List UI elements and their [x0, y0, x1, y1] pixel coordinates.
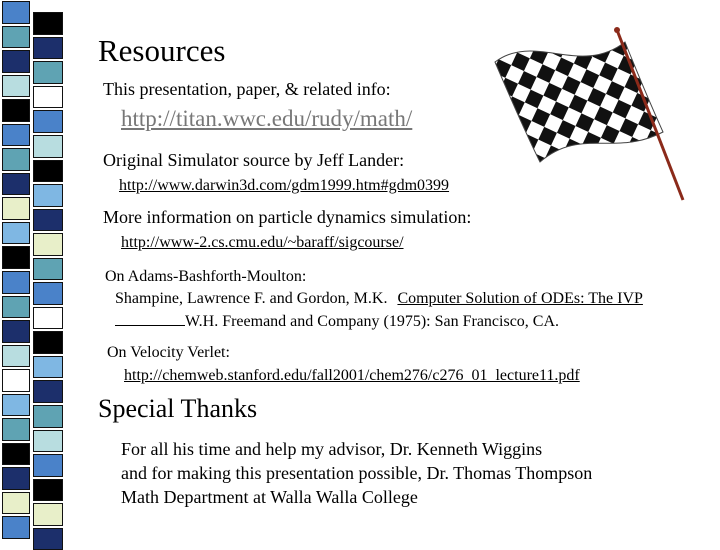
- strip-block: [33, 160, 63, 183]
- strip-block: [2, 26, 30, 49]
- strip-block: [2, 99, 30, 122]
- strip-block: [2, 492, 30, 515]
- presentation-label: This presentation, paper, & related info:: [103, 79, 391, 99]
- simulator-link[interactable]: http://www.darwin3d.com/gdm1999.htm#gdm0399: [119, 177, 450, 194]
- abm-citation-title: Computer Solution of ODEs: The IVP: [397, 290, 643, 307]
- strip-block: [33, 110, 63, 133]
- particle-link[interactable]: http://www-2.cs.cmu.edu/~baraff/sigcourse/: [121, 234, 404, 251]
- strip-block: [33, 135, 63, 158]
- strip-block: [33, 37, 63, 60]
- strip-block: [2, 394, 30, 417]
- strip-block: [33, 405, 63, 428]
- strip-block: [2, 345, 30, 368]
- abm-publisher-line: [115, 313, 559, 331]
- strip-block: [33, 479, 63, 502]
- strip-block: [2, 50, 30, 73]
- strip-block: [2, 320, 30, 343]
- strip-block: [2, 124, 30, 147]
- strip-block: [2, 1, 30, 24]
- strip-block: [33, 380, 63, 403]
- strip-block: [2, 148, 30, 171]
- strip-block: [2, 271, 30, 294]
- strip-block: [33, 12, 63, 35]
- abm-citation-publisher: W.H. Freemand and Company (1975): San Francisco, CA.: [185, 313, 560, 330]
- simulator-label: Original Simulator source by Jeff Lander:: [103, 150, 405, 170]
- thanks-line-3: Math Department at Walla Walla College: [121, 487, 418, 507]
- strip-block: [2, 467, 30, 490]
- strip-block: [33, 356, 63, 379]
- strip-block: [33, 503, 63, 526]
- strip-block: [33, 233, 63, 256]
- strip-block: [33, 209, 63, 232]
- strip-block: [33, 331, 63, 354]
- abm-blank-line: [115, 313, 185, 326]
- thanks-line-1: For all his time and help my advisor, Dr. Kenneth Wiggins: [121, 439, 543, 459]
- strip-block: [33, 454, 63, 477]
- strip-block: [2, 197, 30, 220]
- strip-block: [2, 173, 30, 196]
- resources-heading: Resources: [98, 33, 226, 68]
- strip-block: [33, 282, 63, 305]
- strip-block: [33, 307, 63, 330]
- particle-label: More information on particle dynamics simulation:: [103, 207, 472, 227]
- thanks-line-2: and for making this presentation possible, Dr. Thomas Thompson: [121, 463, 593, 483]
- strip-block: [33, 430, 63, 453]
- strip-block: [2, 516, 30, 539]
- abm-citation-line: [115, 290, 643, 308]
- strip-block: [2, 222, 30, 245]
- strip-block: [2, 443, 30, 466]
- decorative-block-strip: [0, 0, 66, 540]
- strip-block: [33, 258, 63, 281]
- strip-block: [2, 296, 30, 319]
- strip-block: [33, 528, 63, 550]
- verlet-label: On Velocity Verlet:: [107, 344, 230, 361]
- presentation-link[interactable]: http://titan.wwc.edu/rudy/math/: [121, 106, 413, 131]
- strip-block: [2, 418, 30, 441]
- verlet-link[interactable]: http://chemweb.stanford.edu/fall2001/chem276/c276_01_lecture11.pdf: [124, 367, 580, 384]
- strip-block: [33, 184, 63, 207]
- checkered-flag-icon: [485, 22, 685, 202]
- strip-block: [2, 369, 30, 392]
- abm-label: On Adams-Bashforth-Moulton:: [105, 268, 307, 285]
- abm-citation-authors: Shampine, Lawrence F. and Gordon, M.K.: [115, 290, 388, 307]
- strip-block: [2, 246, 30, 269]
- strip-block: [33, 86, 63, 109]
- strip-block: [2, 75, 30, 98]
- special-thanks-heading: Special Thanks: [98, 394, 258, 423]
- strip-block: [33, 61, 63, 84]
